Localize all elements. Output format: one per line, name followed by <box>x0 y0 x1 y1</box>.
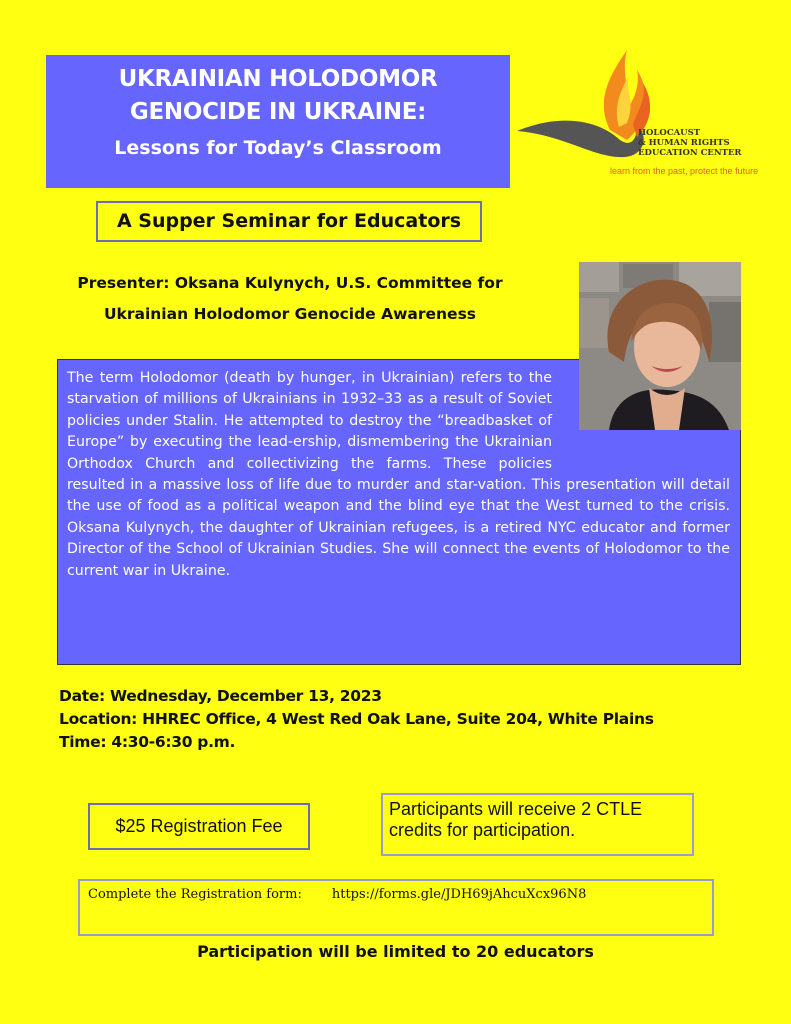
title-line-2: GENOCIDE IN UKRAINE: <box>129 99 427 125</box>
participation-limit: Participation will be limited to 20 educators <box>197 942 594 961</box>
presenter-photo <box>579 262 741 430</box>
presenter-info <box>40 268 540 330</box>
logo-text-line-3: EDUCATION CENTER <box>638 148 742 158</box>
logo-text <box>638 128 741 158</box>
presenter-line-2: Ukrainian Holodomor Genocide Awareness <box>103 305 477 323</box>
event-location: Location: HHREC Office, 4 West Red Oak Lane, Suite 204, White Plains <box>59 710 654 728</box>
presenter-portrait-icon <box>579 262 741 430</box>
event-time: Time: 4:30-6:30 p.m. <box>59 733 236 751</box>
registration-label: Complete the Registration form: <box>88 887 302 902</box>
registration-link[interactable]: https://forms.gle/JDH69jAhcuXcx96N8 <box>331 887 587 902</box>
event-date: Date: Wednesday, December 13, 2023 <box>59 687 382 705</box>
title-line-1: UKRAINIAN HOLODOMOR <box>118 66 438 92</box>
presenter-line-1: Presenter: Oksana Kulynych, U.S. Committee for <box>77 274 503 292</box>
logo-text-line-1: HOLOCAUST <box>638 128 701 138</box>
hhrec-logo <box>515 45 775 185</box>
registration-box <box>78 879 714 936</box>
logo-tagline: learn from the past, protect the future <box>610 166 759 176</box>
ctle-line-2: credits for participation. <box>389 820 576 840</box>
description-text: The term Holodomor (death by hunger, in Ukrainian) refers to the starvation of millions of Ukrainians in 1932–33 as a result of Soviet policies under Stalin. He attempted to destroy the “breadbasket of Europe” by executing the lead-ership, dismembering the Ukrainian Orthodox Church and collectivizing the farms. These policies resulted in a massive loss of life due to murder and star-vation. This presentation will detail the use of food as a political weapon and the blind eye that the West turned to the crisis. Oksana Kulynych, the daughter of Ukrainian refugees, is a retired NYC educator and former Director of the School of Ukrainian Studies. She will connect the events of Holodomor to the current war in Ukraine. <box>67 370 730 579</box>
title-banner <box>46 55 510 188</box>
flame-logo-icon <box>515 45 775 185</box>
logo-text-line-2: & HUMAN RIGHTS <box>638 138 730 148</box>
title-subtitle: Lessons for Today’s Classroom <box>114 137 442 159</box>
ctle-credits-box <box>381 793 694 856</box>
event-details <box>59 685 654 754</box>
registration-fee: $25 Registration Fee <box>88 803 310 850</box>
ctle-line-1: Participants will receive 2 CTLE <box>389 799 643 819</box>
seminar-heading: A Supper Seminar for Educators <box>96 201 482 242</box>
